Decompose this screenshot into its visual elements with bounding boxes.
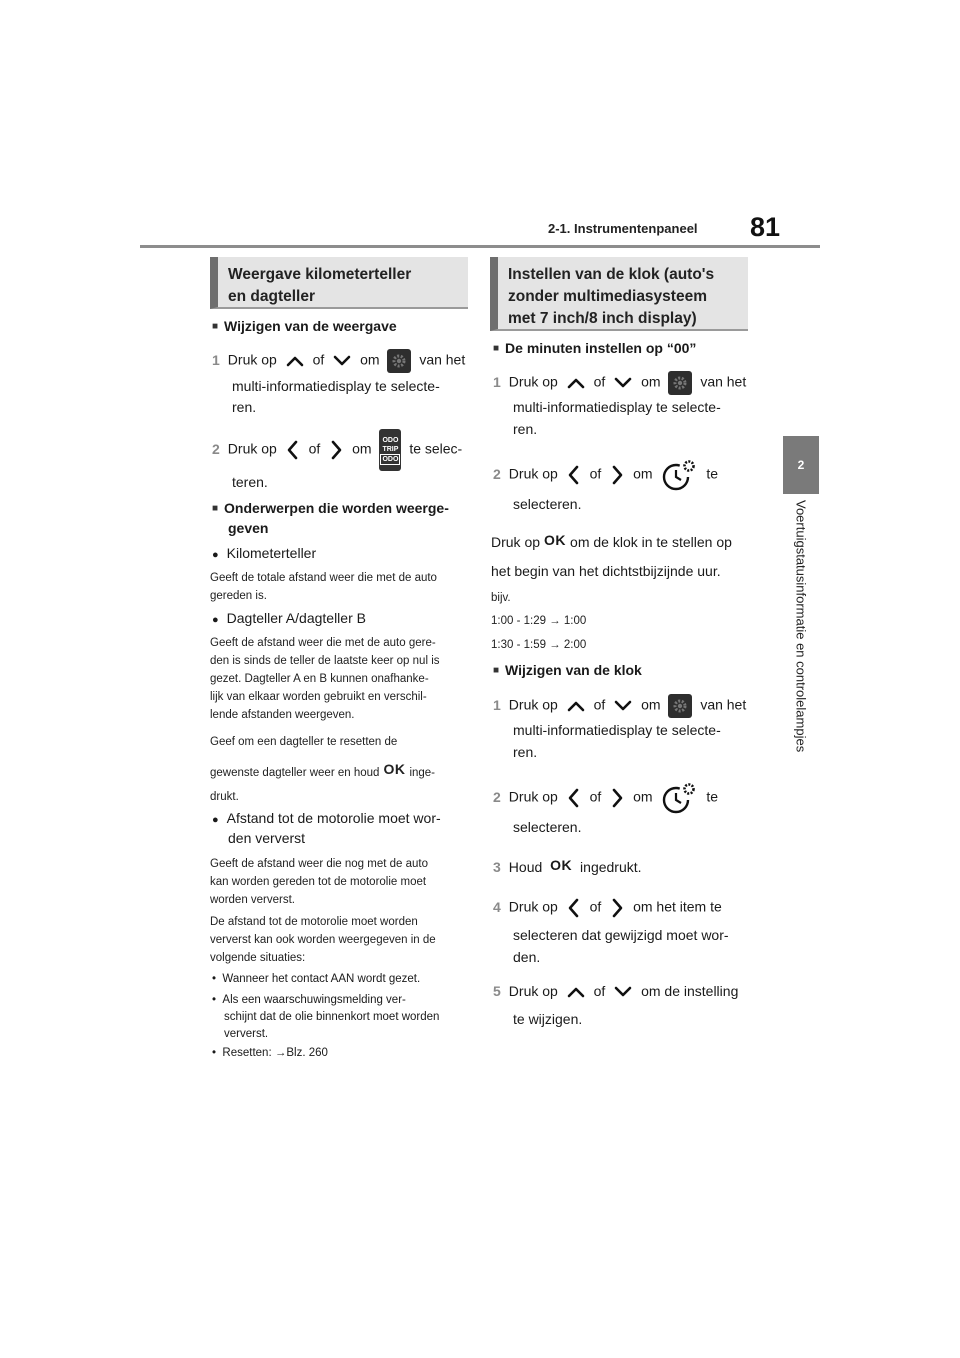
subheading-items: ■ Onderwerpen die worden weerge- bbox=[212, 500, 449, 516]
step-1-right: 1 Druk op of om van het bbox=[493, 371, 746, 395]
chevron-left-icon bbox=[285, 439, 301, 461]
bullet-oil: ● Afstand tot de motorolie moet wor- bbox=[212, 810, 441, 826]
list-item-cont: schijnt dat de olie binnenkort moet worden ververst. bbox=[224, 1011, 440, 1040]
list-item: • Wanneer het contact AAN wordt gezet. bbox=[212, 973, 421, 985]
oil-more: De afstand tot de motorolie moet worden ververst kan ook worden weergegeven in de volgende situaties: bbox=[210, 916, 436, 964]
chevron-right-icon bbox=[609, 897, 625, 919]
subheading-minutes: ■ De minuten instellen op “00” bbox=[493, 340, 696, 356]
reset-text-3: drukt. bbox=[210, 791, 239, 803]
example-label: bijv. bbox=[491, 592, 511, 604]
subheading-items-cont: geven bbox=[228, 520, 269, 536]
clock-settings-icon bbox=[660, 459, 698, 491]
subheading-change-display: ■ Wijzigen van de weergave bbox=[212, 318, 397, 334]
step-3-clock: 3 Houd OK ingedrukt. bbox=[493, 857, 642, 875]
step-2-clock-cont: selecteren. bbox=[513, 819, 582, 835]
subheading-change-clock: ■ Wijzigen van de klok bbox=[493, 662, 642, 678]
bullet-odometer: ● Kilometerteller bbox=[212, 545, 316, 561]
ok-icon: OK bbox=[550, 857, 573, 873]
chevron-down-icon bbox=[613, 985, 633, 999]
chevron-down-icon bbox=[613, 376, 633, 390]
section-box-odometer: Weergave kilometerteller en dagteller bbox=[210, 257, 468, 309]
odometer-desc: Geeft de totale afstand weer die met de auto gereden is. bbox=[210, 572, 437, 602]
chevron-right-icon bbox=[609, 787, 625, 809]
bullet-oil-cont: den ververst bbox=[228, 830, 306, 846]
settings-gear-icon bbox=[387, 349, 411, 373]
list-item: • Als een waarschuwingsmelding ver- bbox=[212, 994, 406, 1006]
header-rule bbox=[140, 245, 820, 248]
list-item: • Resetten: →Blz. 260 bbox=[212, 1047, 328, 1059]
chevron-down-icon bbox=[613, 699, 633, 713]
ok-icon: OK bbox=[544, 532, 567, 548]
chapter-tab-label: Voertuigstatusinformatie en controlelampjes bbox=[793, 500, 809, 753]
section-box-clock: Instellen van de klok (auto's zonder multimediasysteem met 7 inch/8 inch display) bbox=[490, 257, 748, 331]
tripmeter-desc: Geeft de afstand weer die met de auto gere- den is sinds de teller de laatste keer op nul is gezet. Dagteller A en B kunnen onafhanke- lijk van elkaar worden gebruikt en verschil- lende afstanden weergeven. bbox=[210, 637, 440, 721]
chevron-up-icon bbox=[566, 699, 586, 713]
step-1-left-cont: multi-informatiedisplay te selecte- bbox=[232, 378, 440, 394]
reset-text-2: gewenste dagteller weer en houd OK inge- bbox=[210, 761, 436, 779]
step-2-right: 2 Druk op of om te bbox=[493, 459, 718, 491]
step-4-clock-cont: selecteren dat gewijzigd moet wor- bbox=[513, 927, 729, 943]
step-2-left: 2 Druk op of om ODO TRIP ODO te selec- bbox=[212, 429, 462, 471]
example-1: 1:00 - 1:29 → 1:00 bbox=[491, 615, 587, 627]
ok-icon: OK bbox=[383, 761, 406, 777]
chevron-up-icon bbox=[285, 354, 305, 368]
page-number: 81 bbox=[750, 212, 781, 242]
chevron-down-icon bbox=[332, 354, 352, 368]
step-2-right-cont: selecteren. bbox=[513, 496, 582, 512]
chapter-tab[interactable]: 2 bbox=[783, 436, 819, 494]
step-5-clock-cont: te wijzigen. bbox=[513, 1011, 583, 1027]
chevron-right-icon bbox=[609, 464, 625, 486]
step-4-clock: 4 Druk op of om het item te bbox=[493, 897, 722, 919]
druk-ok-line-2: het begin van het dichtstbijzijnde uur. bbox=[491, 563, 721, 579]
chevron-up-icon bbox=[566, 376, 586, 390]
step-2-clock: 2 Druk op of om te bbox=[493, 782, 718, 814]
example-2: 1:30 - 1:59 → 2:00 bbox=[491, 639, 587, 651]
oil-desc: Geeft de afstand weer die nog met de auto kan worden gereden tot de motorolie moet worden ververst. bbox=[210, 858, 429, 906]
chevron-left-icon bbox=[566, 787, 582, 809]
step-2-left-cont: teren. bbox=[232, 474, 268, 490]
chevron-up-icon bbox=[566, 985, 586, 999]
step-5-clock: 5 Druk op of om de instelling bbox=[493, 983, 739, 999]
chevron-left-icon bbox=[566, 464, 582, 486]
reset-text-1: Geef om een dagteller te resetten de bbox=[210, 736, 398, 748]
clock-settings-icon bbox=[660, 782, 698, 814]
settings-gear-icon bbox=[668, 694, 692, 718]
step-1-right-cont2: ren. bbox=[513, 421, 538, 437]
step-1-clock-cont: multi-informatiedisplay te selecte- bbox=[513, 722, 721, 738]
bullet-tripmeter: ● Dagteller A/dagteller B bbox=[212, 610, 366, 626]
section-title: 2-1. Instrumentenpaneel bbox=[548, 221, 698, 236]
step-1-clock: 1 Druk op of om van het bbox=[493, 694, 746, 718]
settings-gear-icon bbox=[668, 371, 692, 395]
chevron-left-icon bbox=[566, 897, 582, 919]
step-4-clock-cont2: den. bbox=[513, 949, 541, 965]
step-1-right-cont: multi-informatiedisplay te selecte- bbox=[513, 399, 721, 415]
odo-trip-icon: ODO TRIP ODO bbox=[379, 429, 401, 471]
step-1-clock-cont2: ren. bbox=[513, 744, 538, 760]
chevron-right-icon bbox=[328, 439, 344, 461]
step-1-left-cont2: ren. bbox=[232, 399, 257, 415]
druk-ok-line: Druk op OK om de klok in te stellen op bbox=[491, 532, 732, 550]
step-1-left: 1 Druk op of om van het bbox=[212, 349, 465, 373]
